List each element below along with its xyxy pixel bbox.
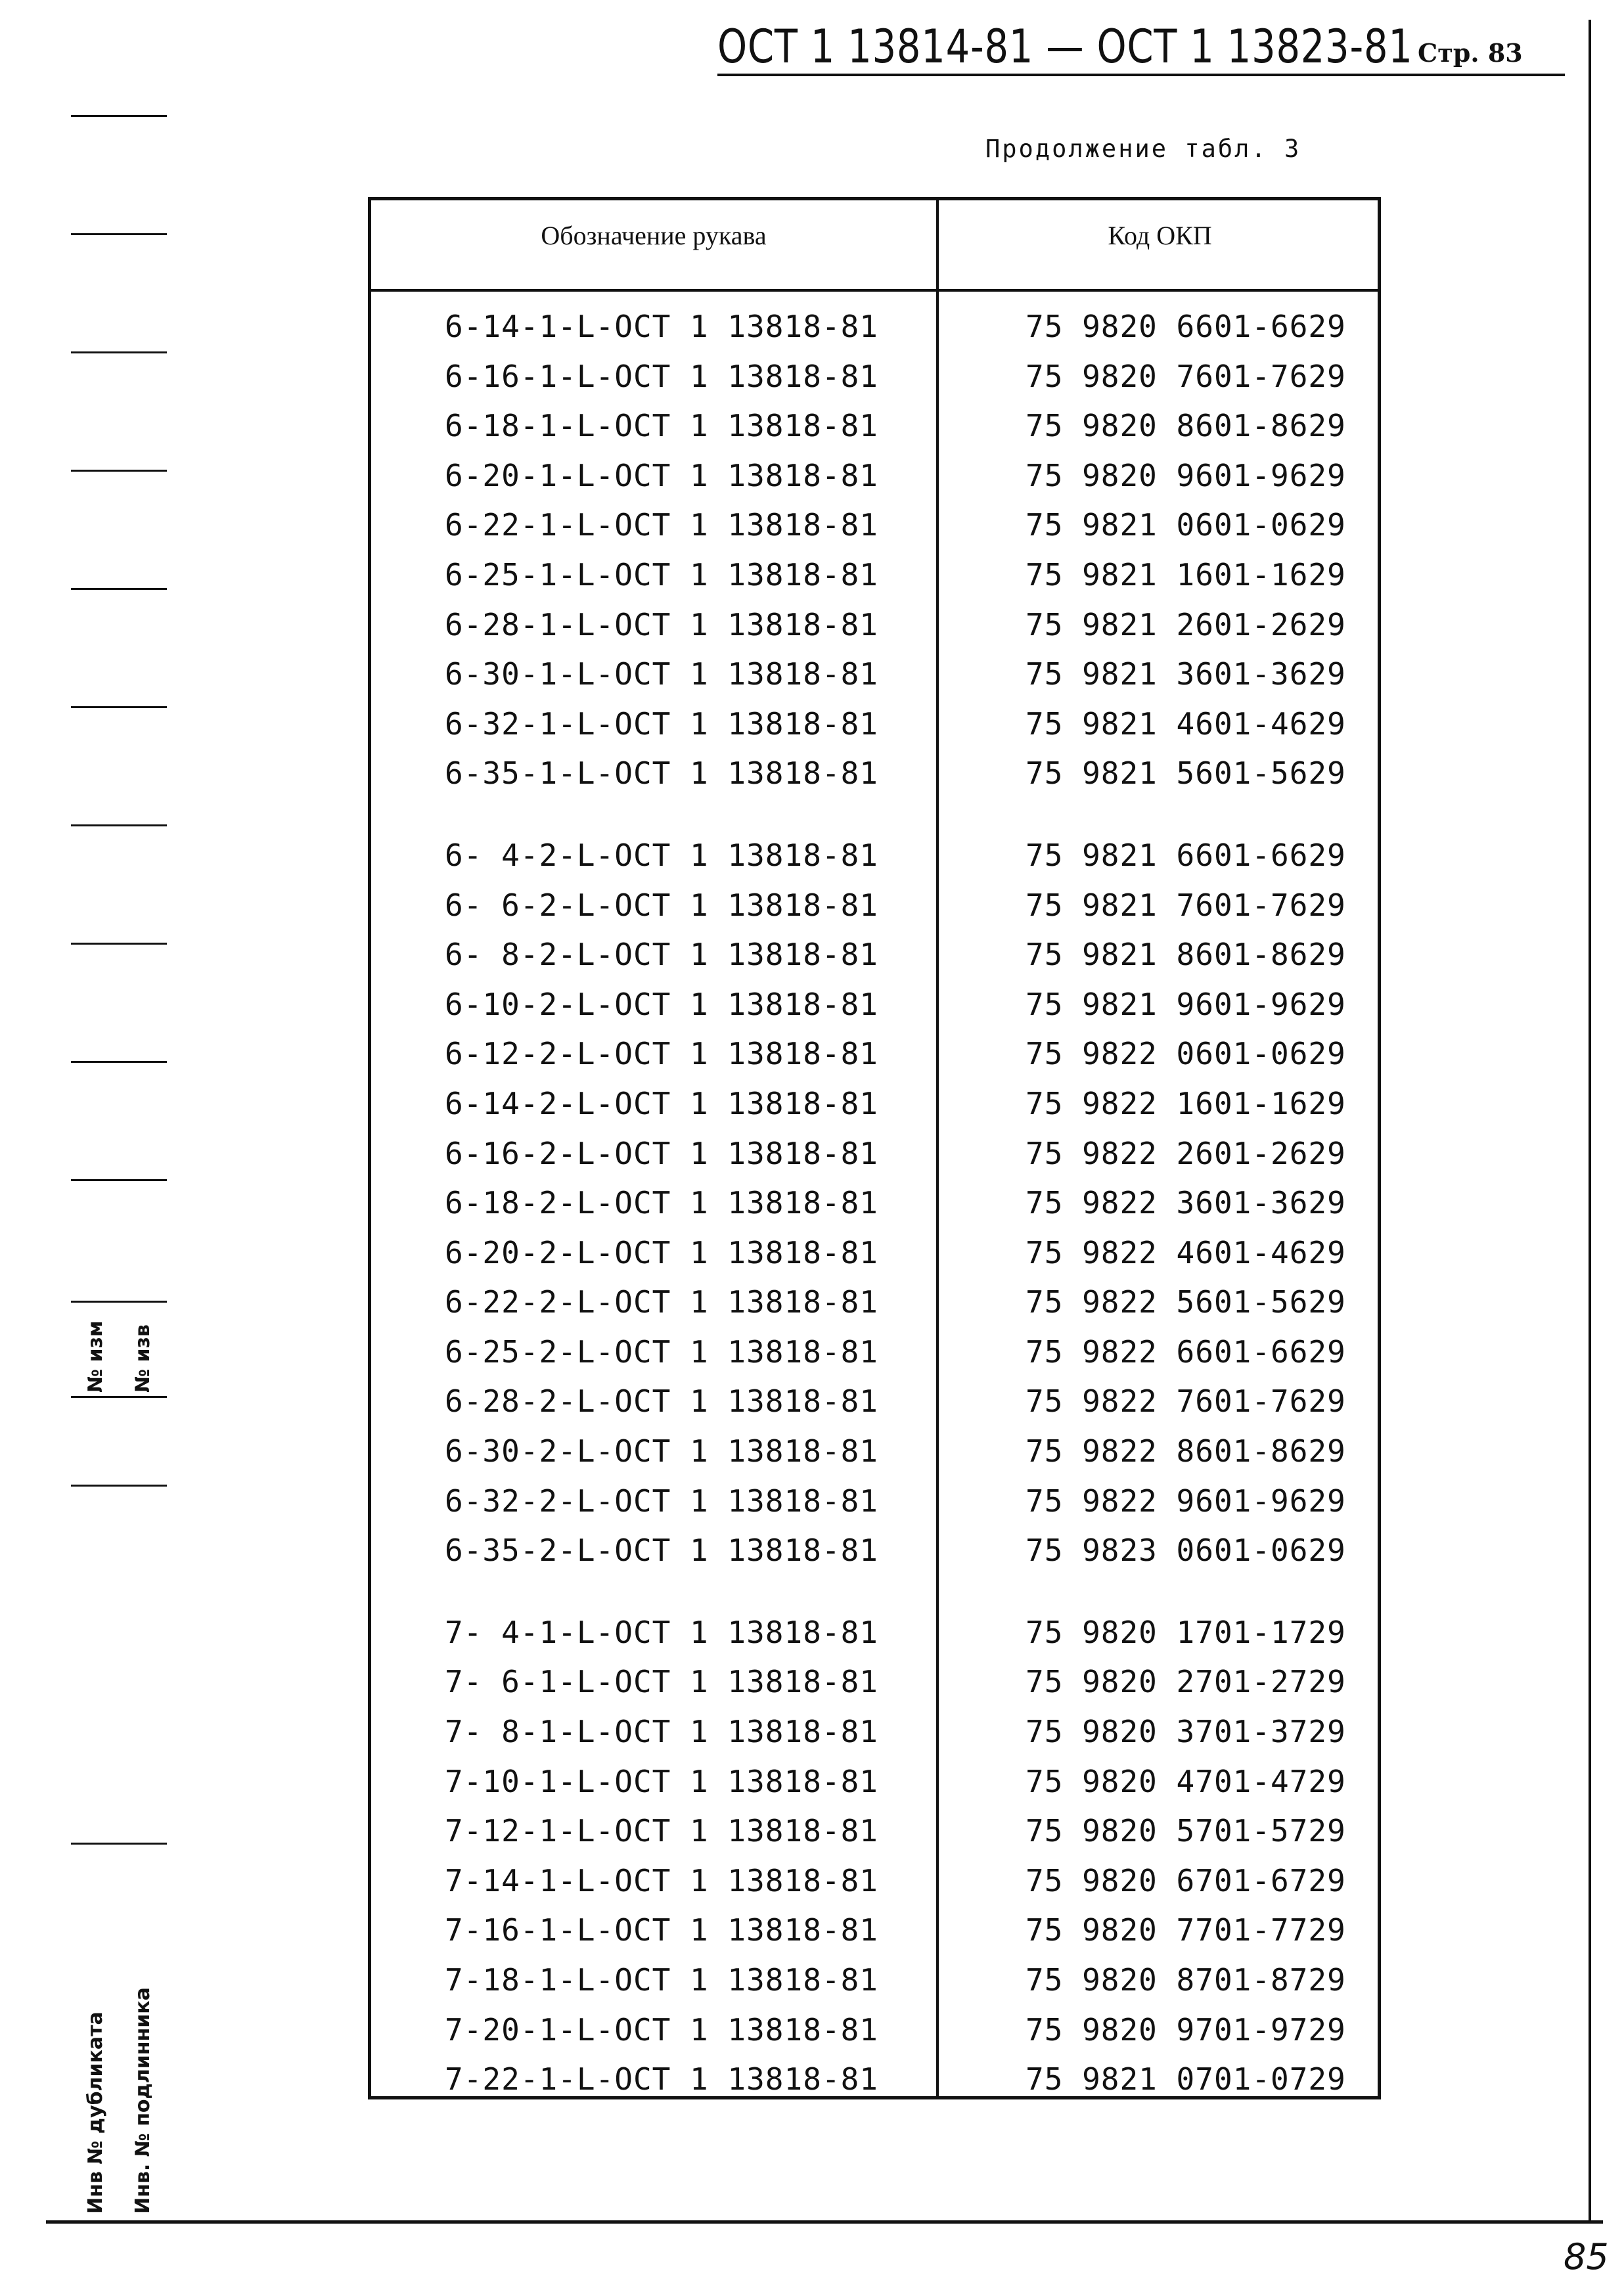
okp-code-cell: 75 9820 9701-9729 bbox=[1026, 2011, 1346, 2048]
okp-code-cell: 75 9821 2601-2629 bbox=[1026, 606, 1346, 642]
okp-code-cell: 75 9822 2601-2629 bbox=[1026, 1135, 1346, 1171]
hose-designation-cell: 6-18-2-L-ОСТ 1 13818-81 bbox=[445, 1185, 878, 1221]
table-continuation-note: Продолжение табл. 3 bbox=[985, 135, 1301, 163]
table-row bbox=[371, 2055, 1378, 2105]
table-row bbox=[371, 302, 1378, 352]
table-row bbox=[371, 1328, 1378, 1378]
hose-designation-cell: 6-12-2-L-ОСТ 1 13818-81 bbox=[445, 1036, 878, 1072]
table-row bbox=[371, 1906, 1378, 1956]
okp-code-table bbox=[368, 197, 1381, 2099]
okp-code-cell: 75 9822 9601-9629 bbox=[1026, 1483, 1346, 1519]
table-row bbox=[371, 749, 1378, 799]
table-row bbox=[371, 1806, 1378, 1856]
table-row bbox=[371, 980, 1378, 1030]
table-row bbox=[371, 1477, 1378, 1527]
okp-code-cell: 75 9820 6701-6729 bbox=[1026, 1862, 1346, 1898]
standard-range-title: ОСТ 1 13814-81 — ОСТ 1 13823-81 bbox=[717, 20, 1413, 74]
column-header-okp-code: Код ОКП bbox=[1108, 221, 1212, 250]
page-header bbox=[717, 20, 1565, 79]
okp-code-cell: 75 9821 1601-1629 bbox=[1026, 556, 1346, 593]
hose-designation-cell: 7- 6-1-L-ОСТ 1 13818-81 bbox=[445, 1664, 878, 1700]
hose-designation-cell: 7-22-1-L-ОСТ 1 13818-81 bbox=[445, 2061, 878, 2097]
hose-designation-cell: 6-22-1-L-ОСТ 1 13818-81 bbox=[445, 507, 878, 543]
hose-designation-cell: 6-20-1-L-ОСТ 1 13818-81 bbox=[445, 457, 878, 493]
corner-sheet-number: 85 bbox=[1564, 2236, 1609, 2277]
table-body bbox=[371, 302, 1378, 2137]
hose-designation-cell: 7-14-1-L-ОСТ 1 13818-81 bbox=[445, 1862, 878, 1898]
table-row bbox=[371, 930, 1378, 980]
table-row bbox=[371, 1129, 1378, 1179]
table-row bbox=[371, 1856, 1378, 1906]
okp-code-cell: 75 9822 4601-4629 bbox=[1026, 1234, 1346, 1270]
okp-code-cell: 75 9823 0601-0629 bbox=[1026, 1533, 1346, 1569]
okp-code-cell: 75 9820 7601-7629 bbox=[1026, 358, 1346, 394]
table-row bbox=[371, 1029, 1378, 1079]
okp-code-cell: 75 9820 5701-5729 bbox=[1026, 1813, 1346, 1849]
original-inventory-label: Инв. № подлинника bbox=[131, 1987, 154, 2214]
hose-designation-cell: 7-16-1-L-ОСТ 1 13818-81 bbox=[445, 1912, 878, 1948]
hose-designation-cell: 6-22-2-L-ОСТ 1 13818-81 bbox=[445, 1284, 878, 1320]
okp-code-cell: 75 9820 8601-8629 bbox=[1026, 408, 1346, 444]
hose-designation-cell: 6-35-1-L-ОСТ 1 13818-81 bbox=[445, 755, 878, 792]
hose-designation-cell: 7-20-1-L-ОСТ 1 13818-81 bbox=[445, 2011, 878, 2048]
change-notice-label: № изв bbox=[131, 1324, 154, 1393]
hose-designation-cell: 7-10-1-L-ОСТ 1 13818-81 bbox=[445, 1763, 878, 1799]
okp-code-cell: 75 9822 8601-8629 bbox=[1026, 1433, 1346, 1469]
hose-designation-cell: 6-25-1-L-ОСТ 1 13818-81 bbox=[445, 556, 878, 593]
table-row bbox=[371, 831, 1378, 881]
table-row bbox=[371, 881, 1378, 931]
table-row bbox=[371, 1228, 1378, 1278]
hose-designation-cell: 6-28-1-L-ОСТ 1 13818-81 bbox=[445, 606, 878, 642]
hose-designation-cell: 7-12-1-L-ОСТ 1 13818-81 bbox=[445, 1813, 878, 1849]
hose-designation-cell: 6-18-1-L-ОСТ 1 13818-81 bbox=[445, 408, 878, 444]
hose-designation-cell: 6-28-2-L-ОСТ 1 13818-81 bbox=[445, 1383, 878, 1420]
table-row bbox=[371, 1707, 1378, 1757]
hose-designation-cell: 6-14-1-L-ОСТ 1 13818-81 bbox=[445, 309, 878, 344]
okp-code-cell: 75 9820 2701-2729 bbox=[1026, 1664, 1346, 1700]
column-header-designation: Обозначение рукава bbox=[541, 221, 767, 250]
okp-code-cell: 75 9821 5601-5629 bbox=[1026, 755, 1346, 792]
table-row bbox=[371, 1608, 1378, 1658]
hose-designation-cell: 6-30-2-L-ОСТ 1 13818-81 bbox=[445, 1433, 878, 1469]
okp-code-cell: 75 9821 7601-7629 bbox=[1026, 887, 1346, 923]
okp-code-cell: 75 9820 1701-1729 bbox=[1026, 1614, 1346, 1650]
duplicate-inventory-label: Инв № дубликата bbox=[84, 2011, 107, 2214]
okp-code-cell: 75 9821 8601-8629 bbox=[1026, 937, 1346, 973]
table-row bbox=[371, 1427, 1378, 1477]
table-row bbox=[371, 451, 1378, 501]
hose-designation-cell: 6-32-1-L-ОСТ 1 13818-81 bbox=[445, 706, 878, 742]
table-row bbox=[371, 1657, 1378, 1707]
table-row bbox=[371, 650, 1378, 700]
okp-code-cell: 75 9821 4601-4629 bbox=[1026, 706, 1346, 742]
table-row bbox=[371, 600, 1378, 650]
okp-code-cell: 75 9821 0601-0629 bbox=[1026, 507, 1346, 543]
okp-code-cell: 75 9822 5601-5629 bbox=[1026, 1284, 1346, 1320]
okp-code-cell: 75 9821 0701-0729 bbox=[1026, 2061, 1346, 2097]
okp-code-cell: 75 9820 8701-8729 bbox=[1026, 1962, 1346, 1998]
hose-designation-cell: 6-25-2-L-ОСТ 1 13818-81 bbox=[445, 1334, 878, 1370]
row-group bbox=[371, 302, 1378, 799]
bottom-rule bbox=[46, 2220, 1603, 2224]
okp-code-cell: 75 9820 3701-3729 bbox=[1026, 1714, 1346, 1750]
hose-designation-cell: 7-18-1-L-ОСТ 1 13818-81 bbox=[445, 1962, 878, 1998]
hose-designation-cell: 6-10-2-L-ОСТ 1 13818-81 bbox=[445, 986, 878, 1022]
table-row bbox=[371, 550, 1378, 600]
okp-code-cell: 75 9820 9601-9629 bbox=[1026, 457, 1346, 493]
table-row bbox=[371, 700, 1378, 750]
okp-code-cell: 75 9822 0601-0629 bbox=[1026, 1036, 1346, 1072]
okp-code-cell: 75 9822 7601-7629 bbox=[1026, 1383, 1346, 1420]
table-row bbox=[371, 1178, 1378, 1228]
okp-code-cell: 75 9822 3601-3629 bbox=[1026, 1185, 1346, 1221]
table-row bbox=[371, 2006, 1378, 2055]
table-row bbox=[371, 501, 1378, 550]
change-number-label: № изм bbox=[84, 1320, 107, 1393]
okp-code-cell: 75 9820 7701-7729 bbox=[1026, 1912, 1346, 1948]
hose-designation-cell: 6-16-1-L-ОСТ 1 13818-81 bbox=[445, 358, 878, 394]
header-divider bbox=[371, 289, 1378, 292]
hose-designation-cell: 6-32-2-L-ОСТ 1 13818-81 bbox=[445, 1483, 878, 1519]
table-row bbox=[371, 1757, 1378, 1807]
okp-code-cell: 75 9821 6601-6629 bbox=[1026, 837, 1346, 873]
hose-designation-cell: 6- 4-2-L-ОСТ 1 13818-81 bbox=[445, 837, 878, 873]
table-row bbox=[371, 1278, 1378, 1328]
hose-designation-cell: 6-30-1-L-ОСТ 1 13818-81 bbox=[445, 656, 878, 692]
hose-designation-cell: 6- 6-2-L-ОСТ 1 13818-81 bbox=[445, 887, 878, 923]
header-rule bbox=[717, 74, 1565, 76]
hose-designation-cell: 6-14-2-L-ОСТ 1 13818-81 bbox=[445, 1085, 878, 1121]
table-row bbox=[371, 352, 1378, 402]
okp-code-cell: 75 9820 4701-4729 bbox=[1026, 1763, 1346, 1799]
table-row bbox=[371, 1079, 1378, 1129]
table-row bbox=[371, 1526, 1378, 1576]
okp-code-cell: 75 9820 6601-6629 bbox=[1026, 309, 1346, 344]
okp-code-cell: 75 9821 3601-3629 bbox=[1026, 656, 1346, 692]
table-row bbox=[371, 1377, 1378, 1427]
okp-code-cell: 75 9821 9601-9629 bbox=[1026, 986, 1346, 1022]
right-border-line bbox=[1589, 20, 1591, 2220]
hose-designation-cell: 6- 8-2-L-ОСТ 1 13818-81 bbox=[445, 937, 878, 973]
hose-designation-cell: 6-16-2-L-ОСТ 1 13818-81 bbox=[445, 1135, 878, 1171]
table-row bbox=[371, 401, 1378, 451]
row-group bbox=[371, 1608, 1378, 2105]
okp-code-cell: 75 9822 6601-6629 bbox=[1026, 1334, 1346, 1370]
row-group bbox=[371, 831, 1378, 1576]
hose-designation-cell: 6-35-2-L-ОСТ 1 13818-81 bbox=[445, 1533, 878, 1569]
okp-code-cell: 75 9822 1601-1629 bbox=[1026, 1085, 1346, 1121]
hose-designation-cell: 7- 4-1-L-ОСТ 1 13818-81 bbox=[445, 1614, 878, 1650]
table-row bbox=[371, 1956, 1378, 2006]
margin-stamp-strip bbox=[71, 20, 167, 2220]
hose-designation-cell: 7- 8-1-L-ОСТ 1 13818-81 bbox=[445, 1714, 878, 1750]
hose-designation-cell: 6-20-2-L-ОСТ 1 13818-81 bbox=[445, 1234, 878, 1270]
page-number-label: Стр. 83 bbox=[1418, 38, 1523, 68]
